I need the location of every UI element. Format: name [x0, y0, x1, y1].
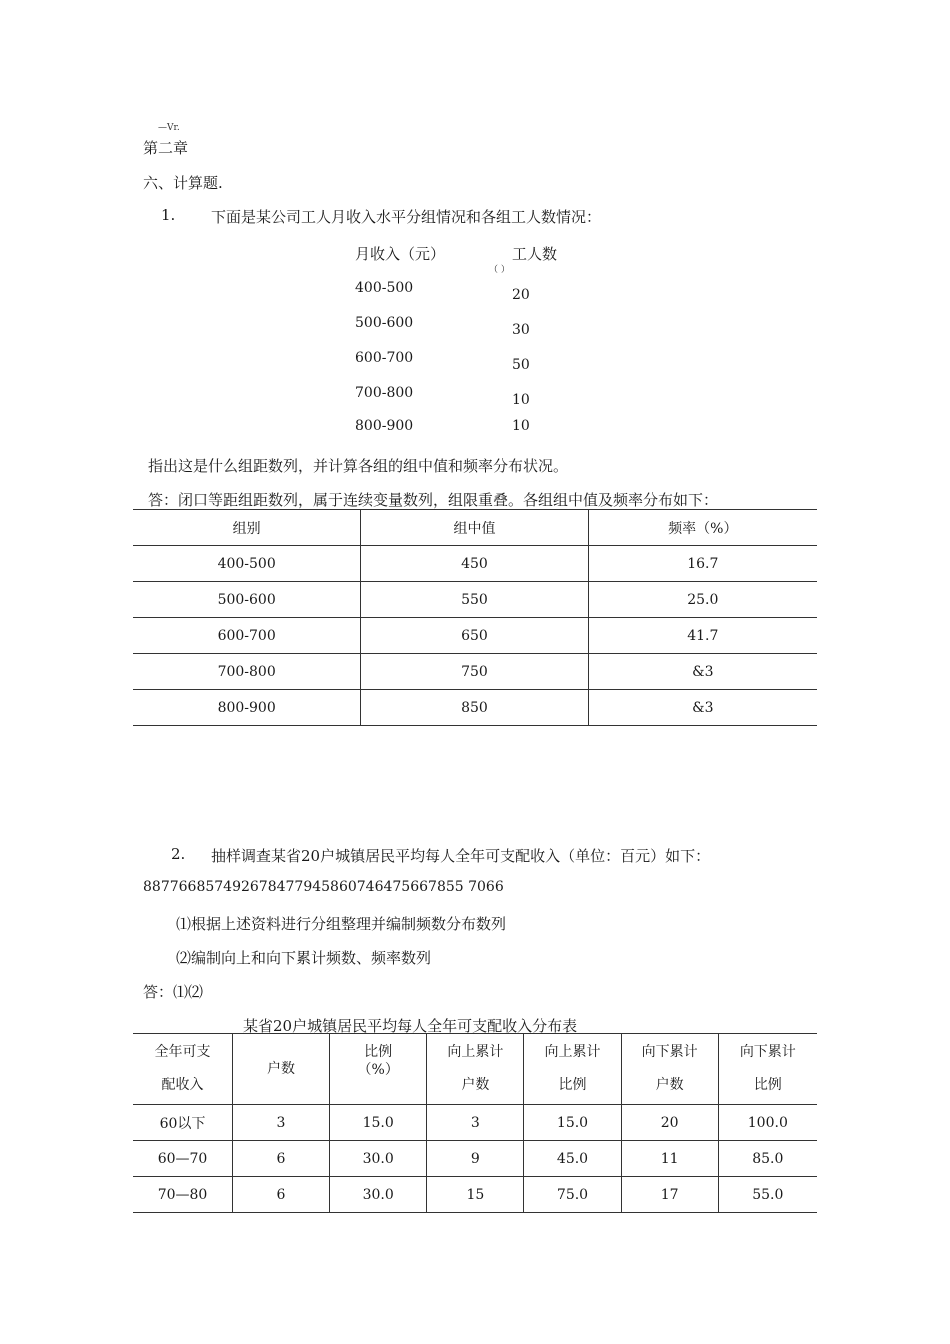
table-row — [133, 618, 817, 654]
table-cell: 3 — [427, 1105, 524, 1141]
table-header-cell — [718, 1034, 817, 1105]
q2-subquestion-2: ⑵编制向上和向下累计频数、频率数列 — [176, 949, 432, 967]
table-cell: 16.7 — [588, 546, 817, 582]
q1-workers-row: 10 — [512, 418, 530, 434]
table-header-cell: 组中值 — [361, 510, 588, 546]
q1-income-row: 600-700 — [355, 350, 414, 366]
table-cell: 11 — [621, 1141, 718, 1177]
table-cell: 85.0 — [718, 1141, 817, 1177]
q1-income-row: 800-900 — [355, 418, 414, 434]
q1-col-workers: 工人数 — [512, 245, 558, 263]
q1-col-workers-sub: （ ） — [489, 265, 510, 275]
table-cell: 25.0 — [588, 582, 817, 618]
table-cell: 60以下 — [133, 1105, 233, 1141]
table-cell: 850 — [361, 690, 588, 726]
table-cell: 20 — [621, 1105, 718, 1141]
table-cell: 750 — [361, 654, 588, 690]
table-row — [133, 654, 817, 690]
table-cell: 75.0 — [524, 1177, 621, 1213]
table-header-cell: 频率（%） — [588, 510, 817, 546]
table-cell: 30.0 — [330, 1177, 427, 1213]
table-cell: 500-600 — [133, 582, 361, 618]
table-cell: 450 — [361, 546, 588, 582]
q1-income-row: 400-500 — [355, 280, 414, 296]
header-line: 全年可支 — [154, 1044, 211, 1060]
table-header-cell — [233, 1034, 330, 1105]
q1-workers-row: 50 — [512, 357, 530, 373]
table-row — [133, 1105, 817, 1141]
header-line: 户数 — [267, 1060, 296, 1077]
table-row — [133, 582, 817, 618]
table-cell: 9 — [427, 1141, 524, 1177]
chapter-title: 第二章 — [143, 139, 189, 157]
q2-table-title: 某省20户城镇居民平均每人全年可支配收入分布表 — [243, 1017, 578, 1035]
table-header-cell — [330, 1034, 427, 1105]
table-cell: &3 — [588, 690, 817, 726]
header-line: 比例 — [558, 1077, 587, 1093]
q2-subquestion-1: ⑴根据上述资料进行分组整理并编制频数分布数列 — [176, 915, 507, 933]
table-cell: 600-700 — [133, 618, 361, 654]
header-line: 比例 — [364, 1044, 393, 1060]
header-line: 向下累计 — [641, 1044, 698, 1060]
q2-text: 抽样调查某省20户城镇居民平均每人全年可支配收入（单位：百元）如下： — [211, 847, 711, 865]
table-cell: 15 — [427, 1177, 524, 1213]
header-line: 比例 — [753, 1077, 782, 1093]
table-cell: 550 — [361, 582, 588, 618]
header-line: 户数 — [461, 1077, 490, 1093]
table-header-cell — [621, 1034, 718, 1105]
header-line: 向上累计 — [544, 1044, 601, 1060]
table-cell: 41.7 — [588, 618, 817, 654]
q1-frequency-table — [133, 509, 817, 726]
table-cell: 800-900 — [133, 690, 361, 726]
table-cell: 650 — [361, 618, 588, 654]
header-line: （%） — [357, 1062, 399, 1078]
q1-workers-row: 10 — [512, 392, 530, 408]
q1-workers-row: 30 — [512, 322, 530, 338]
table-cell: 3 — [233, 1105, 330, 1141]
q1-col-income: 月收入（元） — [355, 245, 446, 263]
table-cell: 70—80 — [133, 1177, 233, 1213]
table-cell: 6 — [233, 1177, 330, 1213]
q1-number: 1. — [161, 206, 176, 224]
table-header-cell — [427, 1034, 524, 1105]
header-line: 户数 — [655, 1077, 684, 1093]
table-header-cell — [133, 1034, 233, 1105]
header-line: 向上累计 — [447, 1044, 504, 1060]
q1-workers-row: 20 — [512, 287, 530, 303]
table-header-cell — [524, 1034, 621, 1105]
section-title: 六、计算题. — [143, 174, 223, 192]
q2-raw-data: 887766857492678477945860746475667855 7066 — [143, 879, 504, 895]
table-cell: 15.0 — [330, 1105, 427, 1141]
table-cell: 45.0 — [524, 1141, 621, 1177]
table-row — [133, 546, 817, 582]
header-line: 向下累计 — [739, 1044, 796, 1060]
table-cell: 17 — [621, 1177, 718, 1213]
table-cell: 700-800 — [133, 654, 361, 690]
table-cell: 60—70 — [133, 1141, 233, 1177]
table-cell: 15.0 — [524, 1105, 621, 1141]
table-header-row — [133, 1034, 817, 1105]
table-row — [133, 1141, 817, 1177]
table-cell: 30.0 — [330, 1141, 427, 1177]
header-line: 配收入 — [161, 1077, 204, 1093]
table-cell: 6 — [233, 1141, 330, 1177]
table-cell: 400-500 — [133, 546, 361, 582]
table-cell: &3 — [588, 654, 817, 690]
table-cell: 100.0 — [718, 1105, 817, 1141]
q1-income-row: 700-800 — [355, 385, 414, 401]
q1-income-row: 500-600 — [355, 315, 414, 331]
q2-number: 2. — [171, 845, 186, 863]
table-header-cell: 组别 — [133, 510, 361, 546]
q1-answer: 答：闭口等距组距数列，属于连续变量数列，组限重叠。各组组中值及频率分布如下： — [148, 491, 719, 509]
table-row — [133, 690, 817, 726]
table-cell: 55.0 — [718, 1177, 817, 1213]
table-row — [133, 1177, 817, 1213]
q2-answer: 答：⑴⑵ — [143, 983, 204, 1001]
q2-distribution-table — [133, 1033, 817, 1213]
q1-task: 指出这是什么组距数列，并计算各组的组中值和频率分布状况。 — [148, 457, 569, 475]
table-header-row — [133, 510, 817, 546]
q1-text: 下面是某公司工人月收入水平分组情况和各组工人数情况： — [211, 208, 602, 226]
header-mark: —Vr. — [158, 123, 180, 133]
